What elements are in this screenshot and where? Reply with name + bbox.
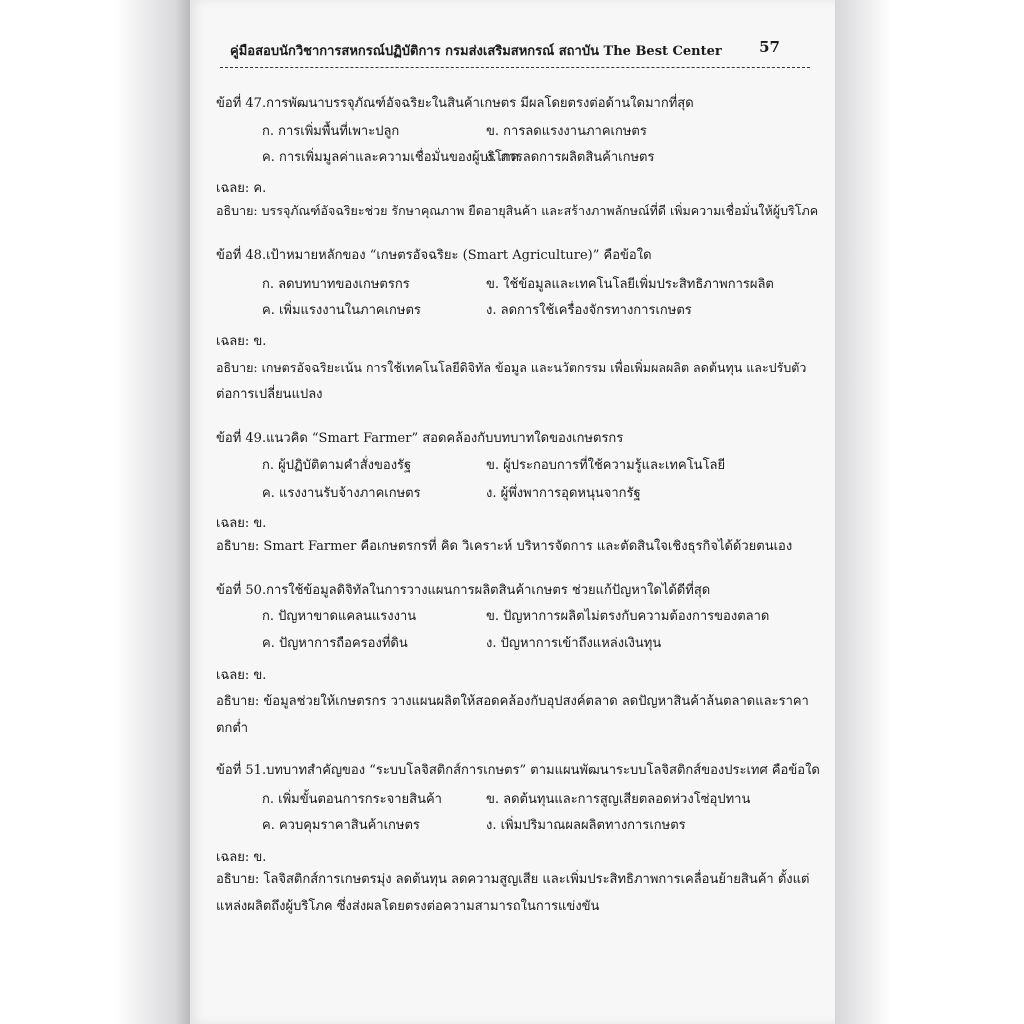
- question-50: ข้อที่ 50.การใช้ข้อมูลดิจิทัลในการวางแผนการผลิตสินค้าเกษตร ช่วยแก้ปัญหาใดได้ดีที่สุด: [216, 583, 711, 598]
- q49-option-a: ก. ผู้ปฏิบัติตามคำสั่งของรัฐ: [262, 458, 412, 473]
- q50-option-a: ก. ปัญหาขาดแคลนแรงงาน: [262, 609, 417, 624]
- q48-option-b: ข. ใช้ข้อมูลและเทคโนโลยีเพิ่มประสิทธิภาพการผลิต: [486, 277, 774, 292]
- q49-explanation: อธิบาย: Smart Farmer คือเกษตรกรที่ คิด วิเคราะห์ บริหารจัดการ และตัดสินใจเชิงธุรกิจได้ด้วยตนเอง: [216, 539, 793, 554]
- q47-option-b: ข. การลดแรงงานภาคเกษตร: [486, 124, 647, 139]
- q49-answer: เฉลย: ข.: [216, 516, 267, 531]
- q50-explanation-2: ตกต่ำ: [216, 721, 249, 736]
- book-edge-shadow: [834, 0, 1024, 1024]
- q51-option-a: ก. เพิ่มขั้นตอนการกระจายสินค้า: [262, 792, 442, 807]
- q50-explanation-1: อธิบาย: ข้อมูลช่วยให้เกษตรกร วางแผนผลิตให้สอดคล้องกับอุปสงค์ตลาด ลดปัญหาสินค้าล้นตลาดและราคา: [216, 694, 809, 709]
- q51-answer: เฉลย: ข.: [216, 850, 267, 865]
- q50-option-c: ค. ปัญหาการถือครองที่ดิน: [262, 636, 408, 651]
- q51-explanation-2: แหล่งผลิตถึงผู้บริโภค ซึ่งส่งผลโดยตรงต่อความสามารถในการแข่งขัน: [216, 899, 600, 914]
- q49-option-d: ง. ผู้พึ่งพาการอุดหนุนจากรัฐ: [486, 486, 641, 501]
- book-gutter-shadow: [0, 0, 190, 1024]
- header-divider: [220, 67, 810, 68]
- q48-explanation-1: อธิบาย: เกษตรอัจฉริยะเน้น การใช้เทคโนโลยีดิจิทัล ข้อมูล และนวัตกรรม เพื่อเพิ่มผลผลิต ลดต้นทุน และปรับตัว: [216, 360, 807, 375]
- q50-option-d: ง. ปัญหาการเข้าถึงแหล่งเงินทุน: [486, 636, 662, 651]
- question-47: ข้อที่ 47.การพัฒนาบรรจุภัณฑ์อัจฉริยะในสินค้าเกษตร มีผลโดยตรงต่อด้านใดมากที่สุด: [216, 96, 694, 111]
- header-title: คู่มือสอบนักวิชาการสหกรณ์ปฏิบัติการ กรมส่งเสริมสหกรณ์ สถาบัน The Best Center: [230, 44, 722, 59]
- question-49: ข้อที่ 49.แนวคิด “Smart Farmer” สอดคล้องกับบทบาทใดของเกษตรกร: [216, 431, 624, 446]
- q50-answer: เฉลย: ข.: [216, 668, 267, 683]
- q47-option-c: ค. การเพิ่มมูลค่าและความเชื่อมั่นของผู้บริโภค: [262, 150, 520, 165]
- q48-option-a: ก. ลดบทบาทของเกษตรกร: [262, 277, 410, 292]
- q49-option-c: ค. แรงงานรับจ้างภาคเกษตร: [262, 486, 421, 501]
- question-51: ข้อที่ 51.บทบาทสำคัญของ “ระบบโลจิสติกส์การเกษตร” ตามแผนพัฒนาระบบโลจิสติกส์ของประเทศ คือข้อใด: [216, 763, 820, 778]
- q47-explanation: อธิบาย: บรรจุภัณฑ์อัจฉริยะช่วย รักษาคุณภาพ ยืดอายุสินค้า และสร้างภาพลักษณ์ที่ดี เพิ่มความเชื่อมั่นให้ผู้บริโภค: [216, 203, 819, 218]
- q47-option-a: ก. การเพิ่มพื้นที่เพาะปลูก: [262, 124, 400, 139]
- q50-option-b: ข. ปัญหาการผลิตไม่ตรงกับความต้องการของตลาด: [486, 609, 770, 624]
- question-48: ข้อที่ 48.เป้าหมายหลักของ “เกษตรอัจฉริยะ (Smart Agriculture)” คือข้อใด: [216, 248, 652, 263]
- q51-explanation-1: อธิบาย: โลจิสติกส์การเกษตรมุ่ง ลดต้นทุน ลดความสูญเสีย และเพิ่มประสิทธิภาพการเคลื่อนย้ายสินค้า ตั้งแต่: [216, 872, 810, 887]
- q48-answer: เฉลย: ข.: [216, 334, 267, 349]
- book-page: [190, 0, 835, 1024]
- q49-option-b: ข. ผู้ประกอบการที่ใช้ความรู้และเทคโนโลยี: [486, 458, 726, 473]
- q48-option-d: ง. ลดการใช้เครื่องจักรทางการเกษตร: [486, 303, 692, 318]
- q51-option-d: ง. เพิ่มปริมาณผลผลิตทางการเกษตร: [486, 818, 686, 833]
- q48-explanation-2: ต่อการเปลี่ยนแปลง: [216, 387, 323, 402]
- q51-option-c: ค. ควบคุมราคาสินค้าเกษตร: [262, 818, 420, 833]
- q51-option-b: ข. ลดต้นทุนและการสูญเสียตลอดห่วงโซ่อุปทาน: [486, 792, 751, 807]
- page-number: 57: [759, 38, 780, 56]
- page-header: [230, 40, 820, 61]
- q47-answer: เฉลย: ค.: [216, 181, 267, 196]
- q47-option-d: ง. การลดการผลิตสินค้าเกษตร: [486, 150, 655, 165]
- q48-option-c: ค. เพิ่มแรงงานในภาคเกษตร: [262, 303, 421, 318]
